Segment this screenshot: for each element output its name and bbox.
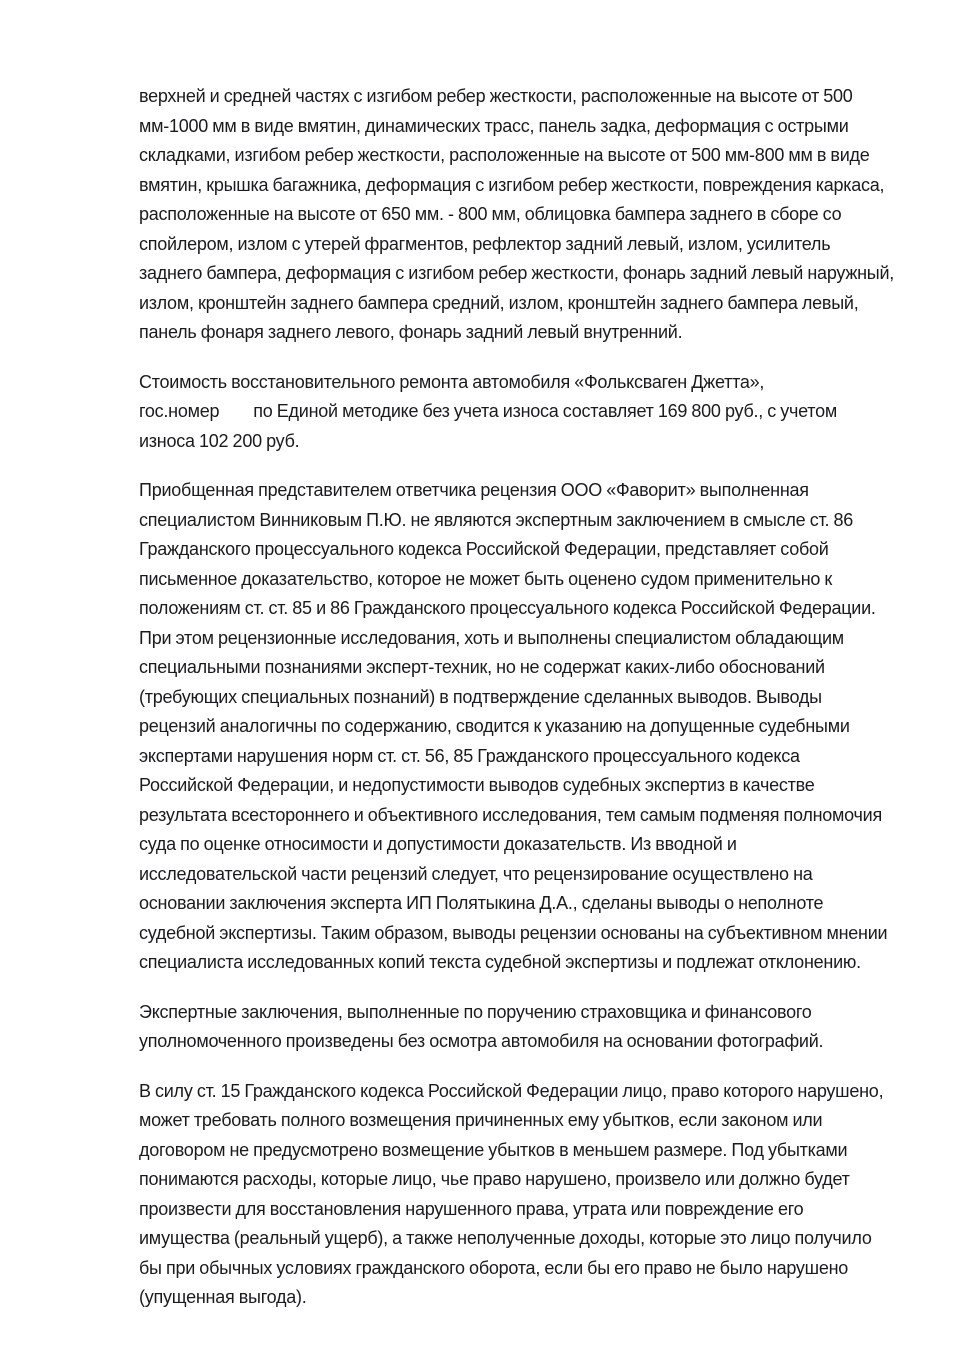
- paragraph-damage-list: верхней и средней частях с изгибом ребер жесткости, расположенные на высоте от 500 мм-1000 мм в виде вмятин, динамических трасс, панель задка, деформация с острыми складками, изгибом ребер жесткости, расположенные на высоте от 500 мм-800 мм в виде вмятин, крышка багажника, деформация с изгибом ребер жесткости, повреждения каркаса, расположенные на высоте от 650 мм. - 800 мм, облицовка бампера заднего в сборе со спойлером, излом с утерей фрагментов, рефлектор задний левый, излом, усилитель заднего бампера, деформация с изгибом ребер жесткости, фонарь задний левый наружный, излом, кронштейн заднего бампера средний, излом, кронштейн заднего бампера левый, панель фонаря заднего левого, фонарь задний левый внутренний.: [139, 86, 895, 342]
- paragraph-review-assessment: Приобщенная представителем ответчика рецензия ООО «Фаворит» выполненная специалистом Винниковым П.Ю. не являются экспертным заключением в смысле ст. 86 Гражданского процессуального кодекса Российской Федерации, представляет собой письменное доказательство, которое не может быть оценено судом применительно к положениям ст. ст. 85 и 86 Гражданского процессуального кодекса Российской Федерации. При этом рецензионные исследования, хоть и выполнены специалистом обладающим специальными познаниями эксперт-техник, но не содержат каких-либо обоснований (требующих специальных познаний) в подтверждение сделанных выводов. Выводы рецензий аналогичны по содержанию, сводится к указанию на допущенные судебными экспертами нарушения норм ст. ст. 56, 85 Гражданского процессуального кодекса Российской Федерации, и недопустимости выводов судебных экспертиз в качестве результата всестороннего и объективного исследования, тем самым подменяя полномочия суда по оценке относимости и допустимости доказательств. Из вводной и исследовательской части рецензий следует, что рецензирование осуществлено на основании заключения эксперта ИП Полятыкина Д.А., сделаны выводы о неполноте судебной экспертизы. Таким образом, выводы рецензии основаны на субъективном мнении специалиста исследованных копий текста судебной экспертизы и подлежат отклонению.: [139, 480, 888, 972]
- paragraph-repair-cost: Стоимость восстановительного ремонта автомобиля «Фольксваген Джетта», гос.номер по Единой методике без учета износа составляет 169 800 руб., с учетом износа 102 200 руб.: [139, 371, 837, 451]
- paragraph-civil-code-art15: В силу ст. 15 Гражданского кодекса Российской Федерации лицо, право которого нарушено, может требовать полного возмещения причиненных ему убытков, если законом или договором не предусмотрено возмещение убытков в меньшем размере. Под убытками понимаются расходы, которые лицо, чье право нарушено, произвело или должно будет произвести для восстановления нарушенного права, утрата или повреждение его имущества (реальный ущерб), а также неполученные доходы, которые это лицо получило бы при обычных условиях гражданского оборота, если бы его право не было нарушено (упущенная выгода).: [139, 1080, 884, 1307]
- paragraph-expert-conclusions: Экспертные заключения, выполненные по поручению страховщика и финансового уполномоченного произведены без осмотра автомобиля на основании фотографий.: [139, 1001, 824, 1051]
